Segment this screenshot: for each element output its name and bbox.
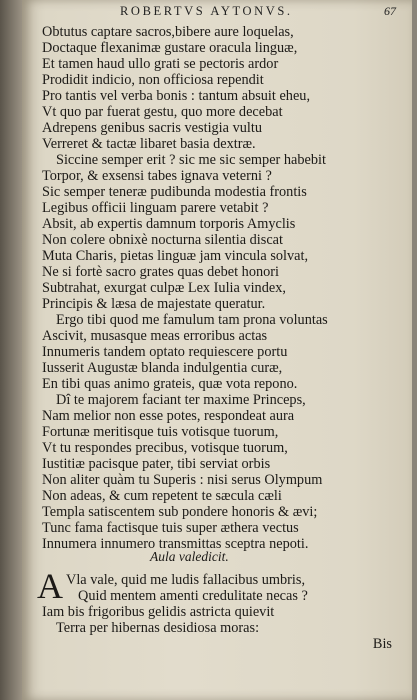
verse-line: Prodidit indicio, non officiosa rependit — [42, 72, 264, 88]
verse-line: Dî te majorem faciant ter maxime Princeps, — [56, 392, 306, 408]
poem-title: Aula valedicit. — [150, 549, 229, 564]
verse-line: Absit, ab expertis damnum torporis Amyclis — [42, 216, 296, 232]
verse-line: Obtutus captare sacros,bibere aure loquelas, — [42, 24, 294, 40]
page-header — [22, 4, 412, 22]
verse-line: Vt quo par fuerat gestu, quo more decebat — [42, 104, 283, 120]
verse-line: Et tamen haud ullo grati se pectoris ardor — [42, 56, 279, 72]
verse-line: Iam bis frigoribus gelidis astricta quievit — [42, 604, 275, 620]
catchword: Bis — [372, 636, 392, 652]
verse-line: Torpor, & exsensi tabes ignava veterni ? — [42, 168, 272, 184]
verse-line: Innumera innumero transmittas sceptra nepoti. — [42, 536, 309, 552]
verse-line: Tunc fama factisque tuis super æthera vectus — [42, 520, 299, 536]
drop-cap: A — [37, 566, 63, 606]
verse-line: Ascivit, musasque meas erroribus actas — [42, 328, 268, 344]
verse-line: Nam melior non esse potes, respondeat aura — [42, 408, 295, 424]
verse-line: Muta Charis, pietas linguæ jam vincula solvat, — [42, 248, 309, 264]
verse-line: Non adeas, & cum repetent te sæcula cæli — [42, 488, 282, 504]
verse-line: Verreret & tactæ libaret basia dextræ. — [42, 136, 256, 152]
verse-line: Vla vale, quid me ludis fallacibus umbris, — [66, 572, 306, 588]
page-number: 67 — [384, 4, 396, 18]
verse-line: Iusserit Augustæ blanda indulgentia curæ, — [42, 360, 283, 376]
verse-line: Fortunæ meritisque tuis votisque tuorum, — [42, 424, 279, 440]
verse-line: Pro tantis vel verba bonis : tantum absuit eheu, — [42, 88, 311, 104]
verse-line: Ergo tibi quod me famulum tam prona voluntas — [56, 312, 328, 328]
verse-line: Legibus officii linguam parere vetabit ? — [42, 200, 269, 216]
verse-line: Siccine semper erit ? sic me sic semper habebit — [56, 152, 326, 168]
running-head: ROBERTVS AYTONVS. — [120, 4, 293, 18]
verse-line: Subtrahat, exurgat culpæ Lex Iulia vindex, — [42, 280, 286, 296]
verse-line: Templa satiscentem sub pondere honoris & ævi; — [42, 504, 318, 520]
verse-line: Innumeris tandem optato requiescere portu — [42, 344, 288, 360]
book-gutter — [0, 0, 22, 700]
verse-line: Terra per hibernas desidiosa moras: — [56, 620, 260, 636]
verse-line: Non aliter quàm tu Superis : nisi serus Olympum — [42, 472, 323, 488]
verse-line: Vt tu respondes precibus, votisque tuorum, — [42, 440, 288, 456]
verse-line: Doctaque flexanimæ gustare oracula linguæ, — [42, 40, 298, 56]
verse-line: Quid mentem amenti credulitate necas ? — [78, 588, 308, 604]
verse-line: Adrepens genibus sacris vestigia vultu — [42, 120, 262, 136]
verse-line: Iustitiæ pacisque pater, tibi serviat orbis — [42, 456, 271, 472]
verse-line: En tibi quas animo grateis, quæ vota repono. — [42, 376, 298, 392]
verse-line: Sic semper teneræ pudibunda modestia frontis — [42, 184, 307, 200]
verse-line: Non colere obnixè nocturna silentia discat — [42, 232, 283, 248]
verse-line: Principis & læsa de majestate queratur. — [42, 296, 266, 312]
verse-line: Ne si fortè sacro grates quas debet honori — [42, 264, 280, 280]
book-page — [22, 0, 412, 700]
